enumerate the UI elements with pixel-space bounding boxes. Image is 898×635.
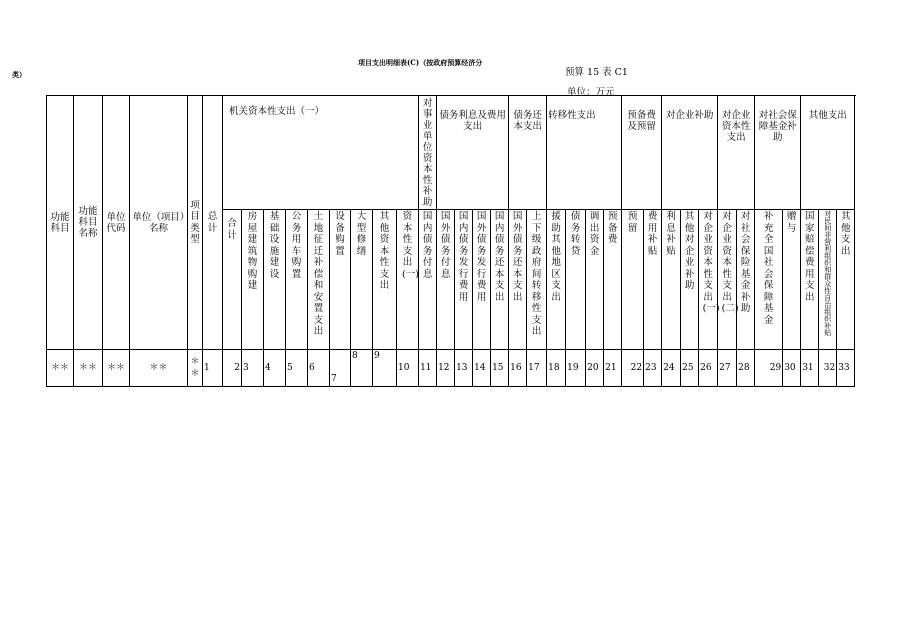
subheader-aid: 援助其他地区支出: [547, 210, 566, 350]
cell-number: 31: [801, 350, 819, 387]
subheader-other: 其他支出: [837, 210, 855, 350]
header-function-name: 功能科目名称: [74, 96, 103, 350]
group-debt-principal: 债务还本支出: [509, 96, 547, 210]
cell-number: 18: [547, 350, 566, 387]
cell-number: 1: [203, 350, 223, 387]
cell-number: 23: [644, 350, 662, 387]
cell-number: 33: [837, 350, 855, 387]
header-function-code: 功能科目: [47, 96, 74, 350]
cell-number: 13: [455, 350, 473, 387]
cell-number: 2: [223, 350, 242, 387]
subheader-capital-one: 资本性支出(一): [397, 210, 419, 350]
group-institution-capital-subsidy: 对事业单位资本性补助: [419, 96, 437, 210]
subheader-enterprise-capital-two: 对企业资本性支出(二): [718, 210, 737, 350]
header-project-type: 项目类型: [188, 96, 203, 350]
header-unit-name: 单位（项目）名称: [130, 96, 188, 350]
cell-number: 12: [437, 350, 455, 387]
subheader-expense-subsidy: 费用补贴: [644, 210, 662, 350]
subheader-other-enterprise: 其他对企业补助: [681, 210, 699, 350]
cell-number: 30: [783, 350, 801, 387]
form-code: 预算 15 表 C1: [565, 67, 628, 78]
subheader-building: 房屋建筑物购建: [242, 210, 264, 350]
subheader-retained: 预留: [622, 210, 644, 350]
subheader-vehicle: 公务用车购置: [286, 210, 308, 350]
group-capital-expenditure: 机关资本性支出（一）: [223, 96, 419, 210]
cell-number: 6: [308, 350, 330, 387]
subheader-domestic-issue-fee: 国内债务发行费用: [455, 210, 473, 350]
group-transfer-expenditure: 转移性支出: [547, 96, 622, 210]
cell-number: 15: [491, 350, 509, 387]
cell-number: 21: [604, 350, 622, 387]
subheader-intergov-transfer: 上下级政府间转移性支出: [527, 210, 547, 350]
subheader-repair: 大型修缮: [351, 210, 373, 350]
cell-unit-code: ＊＊: [103, 350, 130, 387]
cell-number: 27: [718, 350, 737, 387]
table-title: 项目支出明细表(C)（按政府预算经济分: [358, 58, 483, 67]
subheader-funds-out: 调出资金: [586, 210, 604, 350]
cell-number: 17: [527, 350, 547, 387]
cell-number: 20: [586, 350, 604, 387]
group-enterprise-capital: 对企业资本性支出: [718, 96, 755, 210]
cell-project-type: ＊＊: [188, 350, 203, 387]
unit-label: 单位：万元: [567, 87, 615, 98]
cell-number: 3: [242, 350, 264, 387]
subheader-other-capital: 其他资本性支出: [373, 210, 397, 350]
cell-function-name: ＊＊: [74, 350, 103, 387]
cell-number: 5: [286, 350, 308, 387]
subheader-enterprise-capital-one: 对企业资本性支出(一): [699, 210, 718, 350]
table-title-tail: 类）: [12, 70, 26, 79]
group-debt-interest: 债务利息及费用支出: [437, 96, 509, 210]
group-other-expenditure: 其他支出: [801, 96, 855, 210]
cell-function-code: ＊＊: [47, 350, 74, 387]
table-row: [47, 350, 855, 387]
cell-number: 29: [755, 350, 783, 387]
cell-number: 16: [509, 350, 527, 387]
subheader-domestic-interest: 国内债务付息: [419, 210, 437, 350]
group-reserve: 预备费及预留: [622, 96, 662, 210]
header-row-groups: [47, 96, 855, 210]
cell-number: 32: [819, 350, 837, 387]
subheader-total: 合计: [223, 210, 242, 350]
subheader-foreign-interest: 国外债务付息: [437, 210, 455, 350]
cell-number: 10: [397, 350, 419, 387]
header-unit-code: 单位代码: [103, 96, 130, 350]
header-total: 总计: [203, 96, 223, 350]
cell-number: 25: [681, 350, 699, 387]
cell-number: 24: [662, 350, 681, 387]
cell-number: 14: [473, 350, 491, 387]
cell-number: 9: [373, 350, 397, 387]
group-enterprise-subsidy: 对企业补助: [662, 96, 718, 210]
subheader-national-security-fund: 补充全国社会保障基金: [755, 210, 783, 350]
cell-number: 28: [737, 350, 755, 387]
cell-number: 11: [419, 350, 437, 387]
subheader-foreign-principal: 国外债务还本支出: [509, 210, 527, 350]
cell-number: 26: [699, 350, 718, 387]
subheader-domestic-principal: 国内债务还本支出: [491, 210, 509, 350]
cell-number: 8: [351, 350, 373, 387]
subheader-social-insurance: 对社会保险基金补助: [737, 210, 755, 350]
subheader-interest-subsidy: 利息补贴: [662, 210, 681, 350]
expenditure-table: [46, 95, 855, 387]
group-social-security-fund: 对社会保障基金补助: [755, 96, 801, 210]
subheader-reserve-fund: 预备费: [604, 210, 622, 350]
subheader-gift: 赠与: [783, 210, 801, 350]
cell-number: 19: [566, 350, 586, 387]
subheader-foreign-issue-fee: 国外债务发行费用: [473, 210, 491, 350]
cell-unit-name: ＊＊: [130, 350, 188, 387]
subheader-equipment: 设备购置: [330, 210, 351, 350]
subheader-nonprofit-subsidy: 对民间非营利组织和群众性自治组织补贴: [819, 210, 837, 350]
subheader-onlending: 债务转贷: [566, 210, 586, 350]
subheader-land: 土地征迁补偿和安置支出: [308, 210, 330, 350]
subheader-infrastructure: 基础设施建设: [264, 210, 286, 350]
cell-number: 7: [330, 350, 351, 387]
cell-number: 4: [264, 350, 286, 387]
subheader-state-compensation: 国家赔偿费用支出: [801, 210, 819, 350]
cell-number: 22: [622, 350, 644, 387]
